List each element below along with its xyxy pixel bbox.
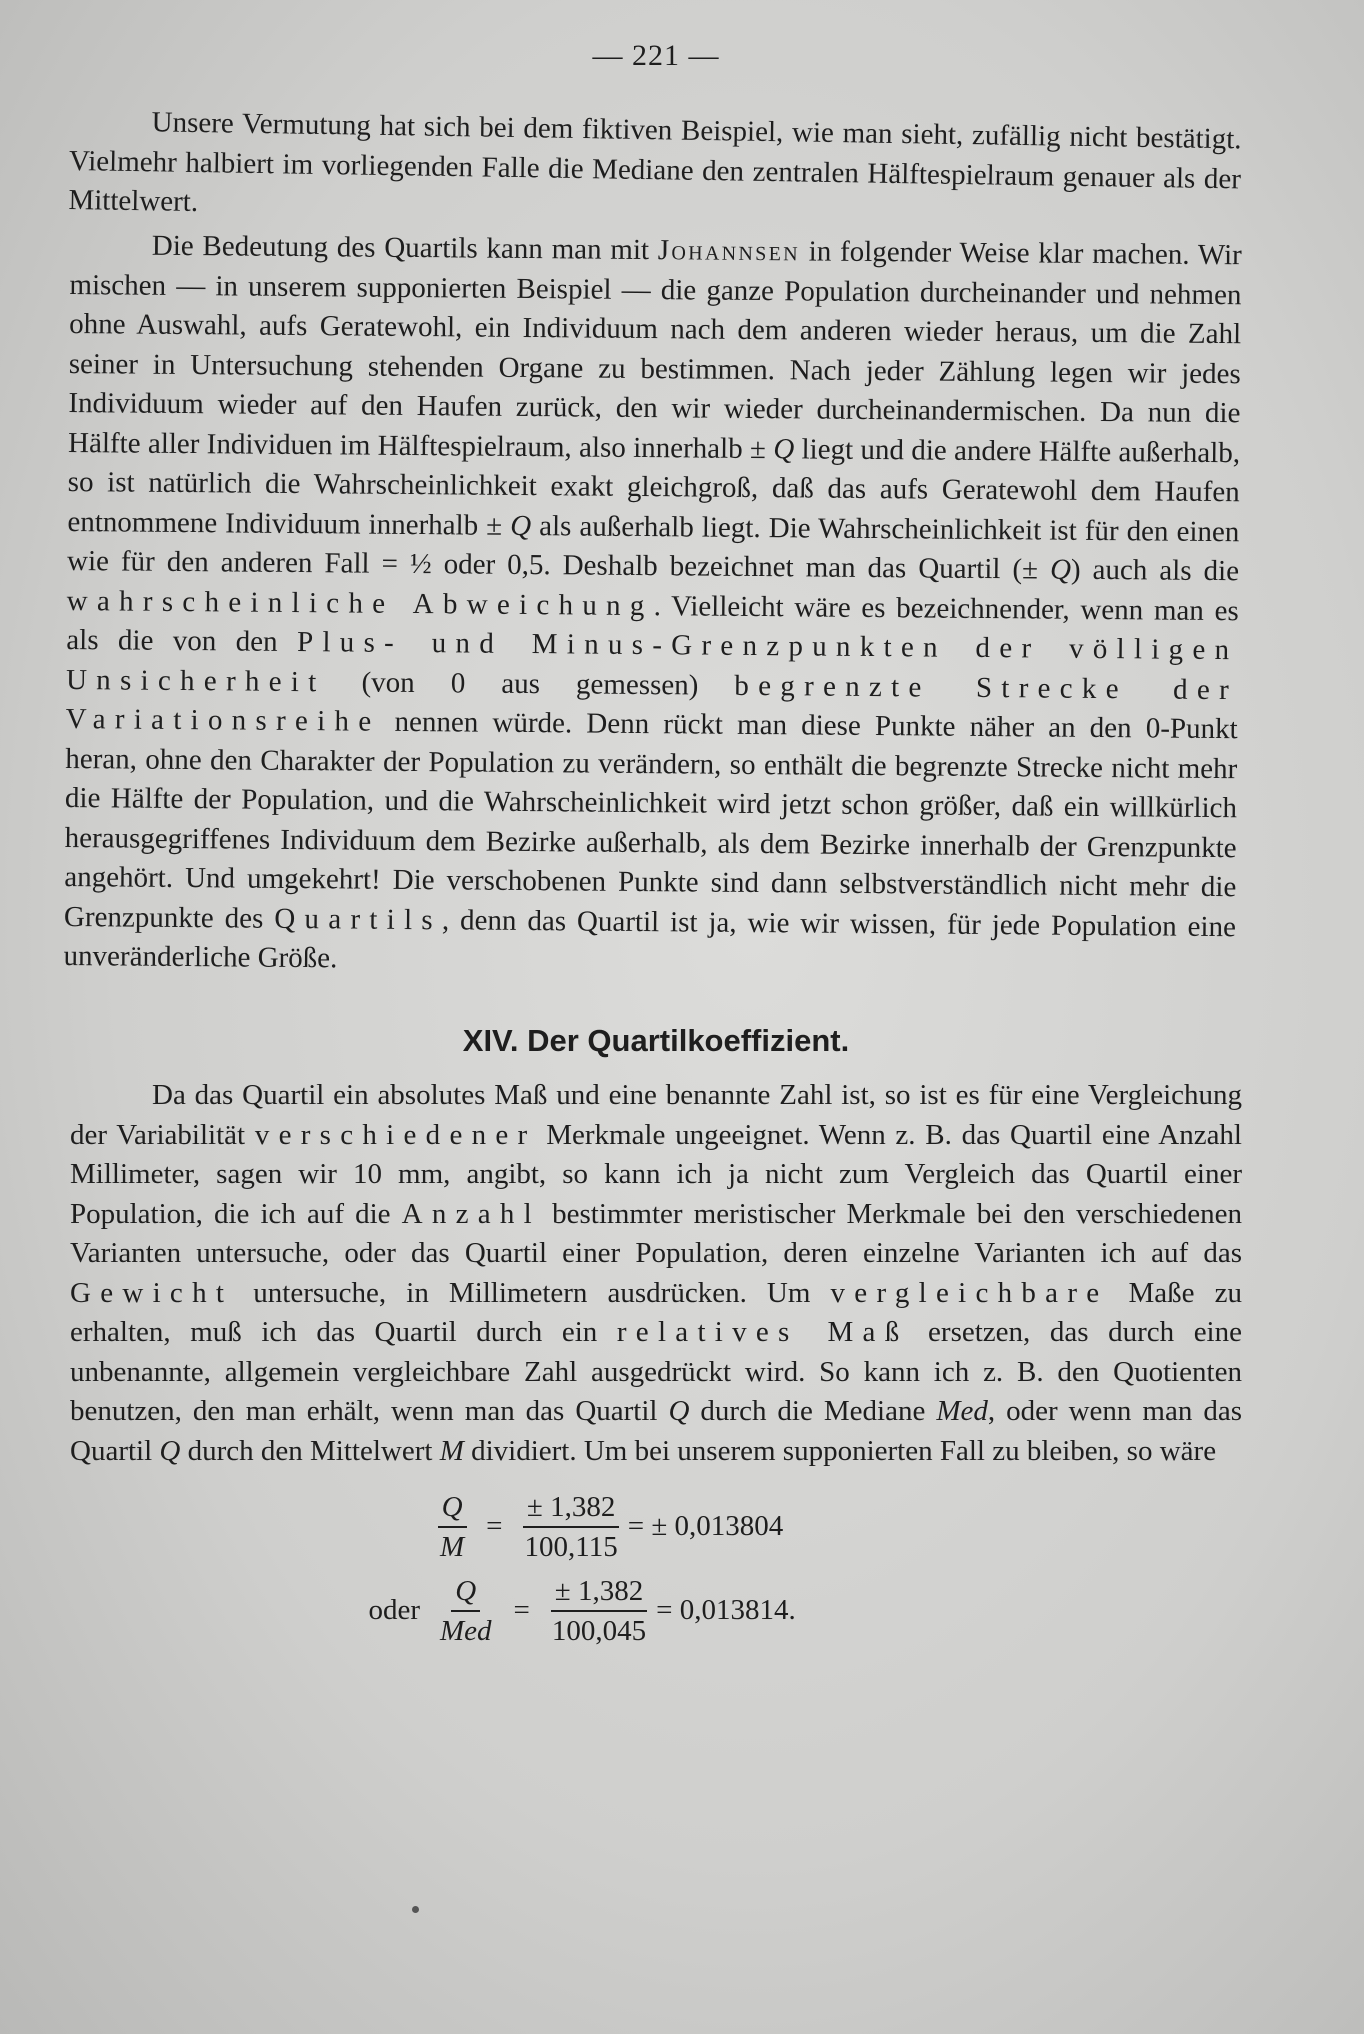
page-number: — 221 — xyxy=(592,39,720,72)
paragraph-3: Da das Quartil ein absolutes Maß und eine benannte Zahl ist, so ist es für eine Vergleichung der Variabilität verschiedener Merkmale ungeeignet. Wenn z. B. das Quartil eine Anzahl Millimeter, sagen wir 10 mm, angibt, so kann ich ja nicht zum Vergleich das Quartil einer Population, die ich auf die Anzahl bestimmter meristischer Merkmale bei den verschiedenen Varianten untersuche, oder das Quartil einer Population, deren einzelne Varianten ich auf das Gewicht untersuche, in Millimetern ausdrücken. Um vergleichbare Maße zu erhalten, muß ich das Quartil durch ein relatives Maß ersetzen, das durch eine unbenannte, allgemein vergleichbare Zahl ausgedrückt wird. So kann ich z. B. den Quotienten benutzen, den man erhält, wenn man das Quartil Q durch die Mediane Med, oder wenn man das Quartil Q durch den Mittelwert M dividiert. Um bei unserem supponierten Fall zu bleiben, so wäre xyxy=(70,1079,1242,1467)
formula-row-1: $\frac{Q}{M}$ = $\frac{\pm 1,382}{100,115}$ = ± 0,013804 xyxy=(70,1485,1242,1569)
formula-result: = 0,013814. xyxy=(656,1594,796,1627)
emphasis: Plus- und Minus-Grenzpunkten der völligen Unsicherheit xyxy=(65,625,1239,698)
emphasis: Quartils xyxy=(274,902,443,936)
paragraph-1: Unsere Vermutung hat sich bei dem fiktiven Beispiel, wie man sieht, zufällig nicht bestätigt. Vielmehr halbiert im vorliegenden Falle die Mediane den zentralen Hälftespielraum genauer als der Mittelwert. xyxy=(68,105,1242,218)
emphasis: Anzahl xyxy=(401,1197,542,1230)
emphasis: wahrscheinliche Abweichung xyxy=(66,584,654,622)
author-name: Johannsen xyxy=(657,234,801,268)
ink-speck xyxy=(412,1906,419,1913)
formula-block xyxy=(70,1485,1242,1653)
book-page xyxy=(63,36,1242,1653)
formula-row-2: oder $\frac{Q}{\text{Med}}$ = $\frac{\pm 1,382}{100,045}$ = 0,013814. xyxy=(70,1569,1242,1653)
section-heading: XIV. Der Quartilkoeffizient. xyxy=(462,1022,850,1058)
emphasis: relatives Maß xyxy=(616,1316,909,1348)
fraction-q-over-m: $\frac{Q}{M}$ xyxy=(436,1490,468,1564)
emphasis: verschiedener xyxy=(254,1118,537,1151)
fraction-q-over-med: $\frac{Q}{\text{Med}}$ xyxy=(440,1575,492,1647)
fraction-values: $\frac{\pm 1,382}{100,115}$ xyxy=(524,1491,618,1563)
emphasis: Gewicht xyxy=(70,1276,234,1309)
paragraph-2: Die Bedeutung des Quartils kann man mit Johannsen in folgender Weise klar machen. Wir mischen — in unserem supponierten Beispiel — die ganze Population durcheinander und nehmen ohne Auswahl, aufs Geratewohl, ein Individuum nach dem anderen wieder heraus, um die Zahl seiner in Untersuchung stehenden Organe zu bestimmen. Nach jeder Zählung legen wir jedes Individuum wieder auf den Haufen zurück, den wir wieder durcheinandermischen. Da nun die Hälfte aller Individuen im Hälftespielraum, also innerhalb ± Q liegt und die andere Hälfte außerhalb, so ist natürlich die Wahrscheinlichkeit exakt gleichgroß, daß das aufs Geratewohl dem Haufen entnommene Individuum innerhalb ± Q als außerhalb liegt. Die Wahrscheinlichkeit ist für den einen wie für den anderen Fall = ½ oder 0,5. Deshalb bezeichnet man das Quartil (± Q) auch als die wahrscheinliche Abweichung. Vielleicht wäre es bezeichnender, wenn man es als die von den Plus- und Minus-Grenzpunkten der völligen Unsicherheit (von 0 aus gemessen) begrenzte Strecke der Variationsreihe nennen würde. Denn rückt man diese Punkte näher an den 0-Punkt heran, ohne den Charakter der Population zu verändern, so enthält die begrenzte Strecke nicht mehr die Hälfte der Population, und die Wahrscheinlichkeit wird jetzt schon größer, daß ein willkürlich herausgegriffenes Individuum dem Bezirke außerhalb, als dem Bezirke innerhalb der Grenzpunkte angehört. Und umgekehrt! Die verschobenen Punkte sind dann selbstverständlich nicht mehr die Grenzpunkte des Quartils, denn das Quartil ist ja, wie wir wissen, für jede Population eine unveränderliche Größe. xyxy=(63,229,1242,975)
emphasis: vergleichbare xyxy=(830,1276,1109,1309)
formula-result: = ± 0,013804 xyxy=(627,1510,784,1543)
fraction-values: $\frac{\pm 1,382}{100,045}$ xyxy=(551,1575,647,1647)
formula-lead-text: oder xyxy=(368,1594,420,1627)
emphasis: begrenzte Strecke der Variationsreihe xyxy=(65,669,1239,738)
